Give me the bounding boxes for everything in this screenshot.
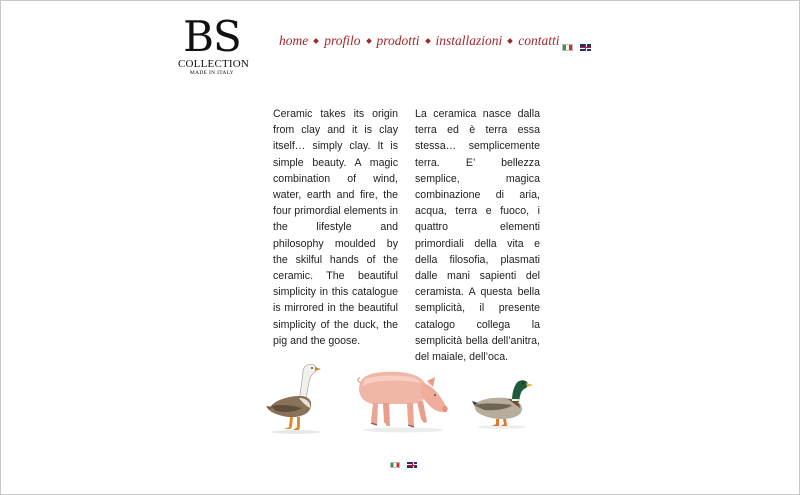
nav-separator (507, 38, 513, 44)
duck-image (472, 375, 534, 429)
italian-text: La ceramica nasce dalla terra ed è terra essa stessa… semplicemente terra. E’ bellezza semplice, magica combinazione di aria, acqua, terra e fuoco, i quattro elementi primordiali della vita e della filosofia, plasmati dalle mani sapienti del ceramista. A questa bella semplicità, il presente catalogo collega la semplicità bella dell’anitra, del maiale, dell’oca. (415, 108, 540, 364)
nav-installazioni[interactable]: installazioni (435, 33, 503, 48)
nav-separator (425, 38, 431, 44)
pig-image (355, 369, 449, 433)
logo-tagline: MADE IN ITALY (189, 70, 235, 76)
uk-flag-icon[interactable] (580, 44, 591, 51)
nav-contatti[interactable]: contatti (518, 33, 560, 48)
italy-flag-icon[interactable] (562, 44, 573, 51)
logo-collection-text: COLLECTION (178, 58, 250, 70)
nav-separator (366, 38, 372, 44)
language-switcher-bottom (390, 454, 417, 473)
nav-home[interactable]: home (279, 33, 309, 48)
english-text: Ceramic takes its origin from clay and it is clay itself… simply clay. It is simple beauty. A magic combination of wind, water, earth and fire, the four primordial elements in the lifestyle and philosophy moulded by the skilful hands of the ceramic. The beautiful simplicity in this catalogue is mirrored in the beautiful simplicity of the duck, the pig and the goose. (273, 108, 398, 347)
uk-flag-icon[interactable] (407, 462, 417, 468)
goose-image (266, 360, 324, 434)
logo-monogram: BS (183, 12, 241, 61)
brand-logo[interactable] (178, 12, 250, 77)
nav-profilo[interactable]: profilo (324, 33, 361, 48)
nav-separator (313, 38, 319, 44)
nav-prodotti[interactable]: prodotti (376, 33, 420, 48)
main-nav (279, 33, 560, 49)
language-switcher-top (562, 37, 591, 56)
italy-flag-icon[interactable] (390, 462, 400, 468)
